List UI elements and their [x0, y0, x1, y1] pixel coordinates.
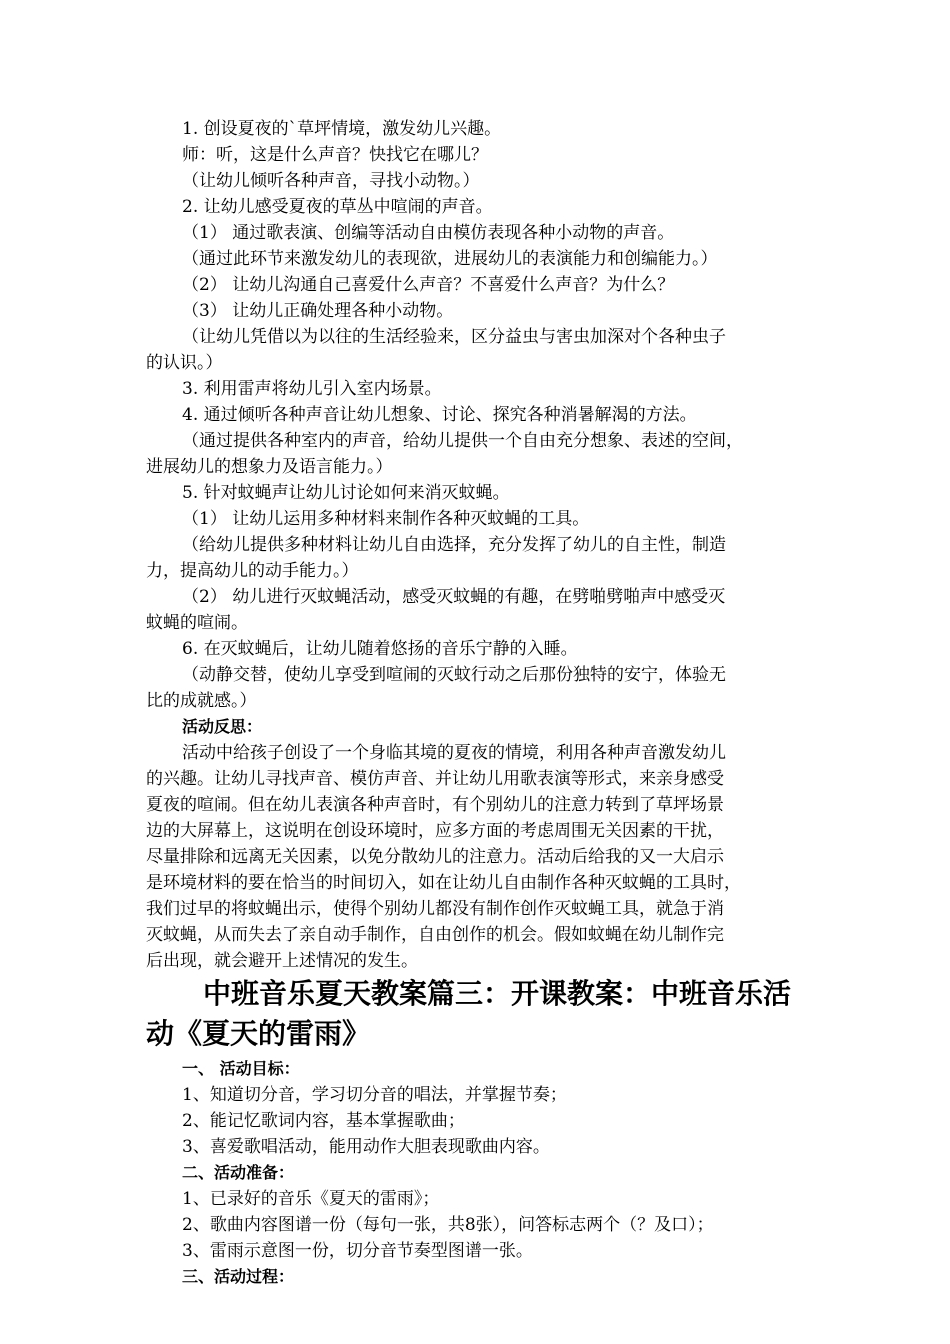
note: （让幼儿凭借以为以往的生活经验来，区分益虫与害虫加深对个各种虫子: [182, 327, 726, 347]
substep: （1） 通过歌表演、创编等活动自由模仿表现各种小动物的声音。: [182, 223, 675, 243]
reflection-paragraph-line: 活动中给孩子创设了一个身临其境的夏夜的情境，利用各种声音激发幼儿: [182, 743, 726, 763]
note: （通过提供各种室内的声音，给幼儿提供一个自由充分想象、表述的空间，: [182, 431, 743, 451]
note: （给幼儿提供多种材料让幼儿自由选择，充分发挥了幼儿的自主性，制造: [182, 535, 726, 555]
prep-item: 2、歌曲内容图谱一份（每句一张，共8张），问答标志两个（？及口）；: [182, 1215, 714, 1235]
reflection-paragraph-line: 边的大屏幕上，这说明在创设环境时，应多方面的考虑周围无关因素的干扰，: [146, 821, 724, 841]
substep: （1） 让幼儿运用多种材料来制作各种灭蚊蝇的工具。: [182, 509, 590, 529]
substep: （2） 让幼儿沟通自己喜爱什么声音？不喜爱什么声音？为什么？: [182, 275, 675, 295]
goal-item: 1、知道切分音，学习切分音的唱法，并掌握节奏；: [182, 1085, 567, 1105]
substep: （3） 让幼儿正确处理各种小动物。: [182, 301, 454, 321]
prep-item: 1、已录好的音乐《夏天的雷雨》；: [182, 1189, 440, 1209]
reflection-heading: 活动反思：: [182, 717, 263, 736]
reflection-paragraph-line: 是环境材料的要在恰当的时间切入，如在让幼儿自由制作各种灭蚊蝇的工具时，: [146, 873, 741, 893]
step-6: 6. 在灭蚊蝇后，让幼儿随着悠扬的音乐宁静的入睡。: [182, 639, 578, 659]
reflection-paragraph-line: 尽量排除和远离无关因素，以免分散幼儿的注意力。活动后给我的又一大启示: [146, 847, 724, 867]
substep-continued: 蚊蝇的喧闹。: [146, 613, 248, 633]
note-continued: 力，提高幼儿的动手能力。）: [146, 561, 359, 581]
process-heading: 三、活动过程：: [182, 1267, 295, 1286]
note-continued: 进展幼儿的想象力及语言能力。）: [146, 457, 393, 477]
reflection-paragraph-line: 夏夜的喧闹。但在幼儿表演各种声音时，有个别幼儿的注意力转到了草坪场景: [146, 795, 724, 815]
reflection-paragraph-line: 后出现，就会避开上述情况的发生。: [146, 951, 418, 971]
teacher-line: 师：听，这是什么声音？快找它在哪儿？: [182, 145, 488, 165]
step-1: 1. 创设夏夜的`草坪情境，激发幼儿兴趣。: [182, 119, 502, 139]
goals-heading: 一、 活动目标：: [182, 1059, 300, 1078]
reflection-paragraph-line: 我们过早的将蚊蝇出示，使得个别幼儿都没有制作创作灭蚊蝇工具，就急于消: [146, 899, 724, 919]
reflection-paragraph-line: 灭蚊蝇，从而失去了亲自动手制作，自由创作的机会。假如蚊蝇在幼儿制作完: [146, 925, 724, 945]
note: （让幼儿倾听各种声音，寻找小动物。）: [182, 171, 480, 191]
prep-item: 3、雷雨示意图一份，切分音节奏型图谱一张。: [182, 1241, 533, 1261]
note: （动静交替，使幼儿享受到喧闹的灭蚊行动之后那份独特的安宁，体验无: [182, 665, 726, 685]
section-title: 中班音乐夏天教案篇三：开课教案：中班音乐活: [203, 977, 792, 1010]
note-continued: 的认识。）: [146, 353, 223, 373]
reflection-paragraph-line: 的兴趣。让幼儿寻找声音、模仿声音、并让幼儿用歌表演等形式，来亲身感受: [146, 769, 724, 789]
step-3: 3. 利用雷声将幼儿引入室内场景。: [182, 379, 442, 399]
step-2: 2. 让幼儿感受夏夜的草丛中喧闹的声音。: [182, 197, 493, 217]
prep-heading: 二、活动准备：: [182, 1163, 295, 1182]
substep: （2） 幼儿进行灭蚊蝇活动，感受灭蚊蝇的有趣，在劈啪劈啪声中感受灭: [182, 587, 726, 607]
step-5: 5. 针对蚊蝇声让幼儿讨论如何来消灭蚊蝇。: [182, 483, 510, 503]
step-4: 4. 通过倾听各种声音让幼儿想象、讨论、探究各种消暑解渴的方法。: [182, 405, 697, 425]
goal-item: 2、能记忆歌词内容，基本掌握歌曲；: [182, 1111, 465, 1131]
note-continued: 比的成就感。）: [146, 691, 257, 711]
note: （通过此环节来激发幼儿的表现欲，进展幼儿的表演能力和创编能力。）: [182, 249, 718, 269]
section-title-continued: 动《夏天的雷雨》: [146, 1017, 371, 1050]
goal-item: 3、喜爱歌唱活动，能用动作大胆表现歌曲内容。: [182, 1137, 550, 1157]
